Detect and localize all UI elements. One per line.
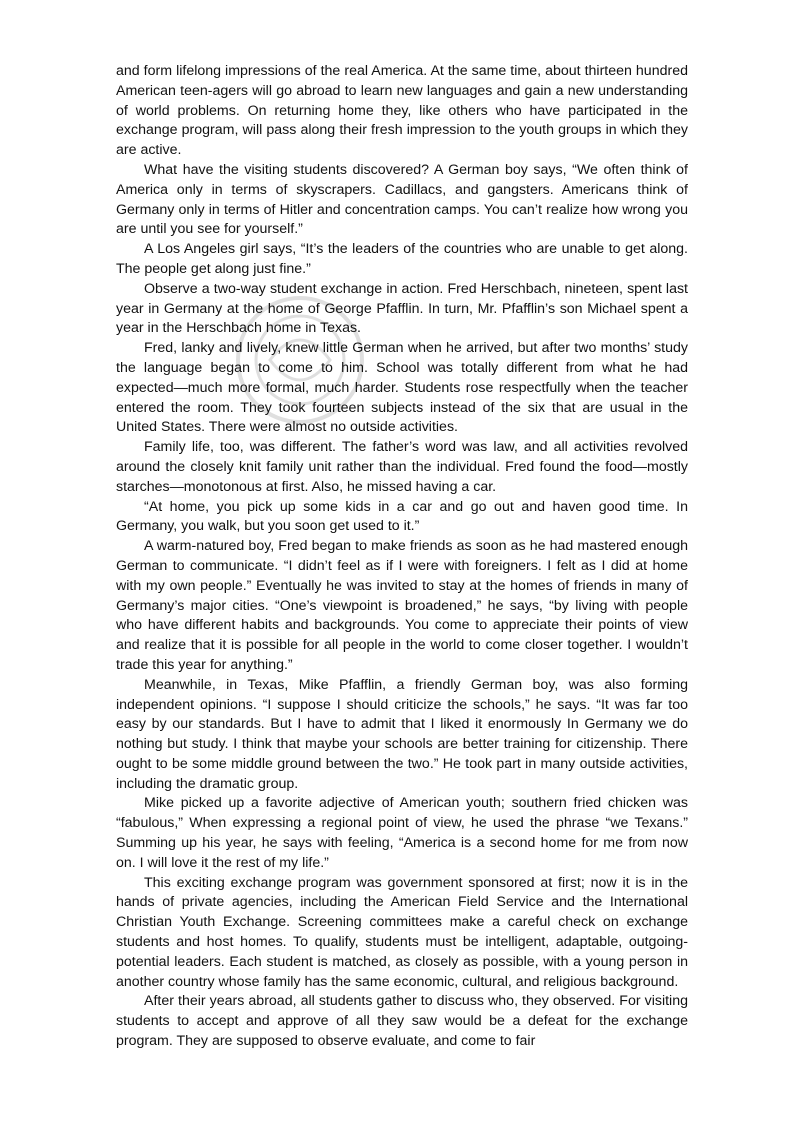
document-body <box>116 62 688 1052</box>
paragraph-9: Meanwhile, in Texas, Mike Pfafflin, a friendly German boy, was also forming independent opinions. “I suppose I should criticize the schools,” he says. “It was far too easy by our standards. But I have to admit that I liked it enormously In Germany we do nothing but study. I think that maybe your schools are better training for citizenship. There ought to be some middle ground between the two.” He took part in many outside activities, including the dramatic group. <box>116 676 688 792</box>
paragraph-12: After their years abroad, all students gather to discuss who, they observed. For visiting students to accept and approve of all they saw would be a defeat for the exchange program. They are supposed to observe evaluate, and come to fair <box>116 993 688 1050</box>
paragraph-6: Family life, too, was different. The father’s word was law, and all activities revolved around the closely knit family unit rather than the individual. Fred found the food—mostly starches—monotonous at first. Also, he missed having a car. <box>116 439 688 495</box>
paragraph-10: Mike picked up a favorite adjective of American youth; southern fried chicken was “fabulous,” When expressing a regional point of view, he used the phrase “we Texans.” Summing up his year, he says with feeling, “America is a second home for me from now on. I will love it the rest of my life.” <box>116 795 688 871</box>
paragraph-7: “At home, you pick up some kids in a car and go out and haven good time. In Germany, you walk, but you soon get used to it.” <box>116 498 688 535</box>
paragraph-5: Fred, lanky and lively, knew little German when he arrived, but after two months’ study the language began to come to him. School was totally different from what he had expected—much more formal, much harder. Students rose respectfully when the teacher entered the room. They took fourteen subjects instead of the six that are usual in the United States. There were almost no outside activities. <box>116 340 688 436</box>
paragraph-2: What have the visiting students discovered? A German boy says, “We often think of America only in terms of skyscrapers. Cadillacs, and gangsters. Americans think of Germany only in terms of Hitler and concentration camps. You can’t realize how wrong you are until you see for yourself.” <box>116 161 688 238</box>
paragraph-3: A Los Angeles girl says, “It’s the leaders of the countries who are unable to get along. The people get along just fine.” <box>116 241 688 277</box>
paragraph-8: A warm-natured boy, Fred began to make friends as soon as he had mastered enough German to communicate. “I didn’t feel as if I were with foreigners. I felt as I did at home with my own people.” Eventually he was invited to stay at the homes of friends in many of Germany’s major cities. “One’s viewpoint is broadened,” he says, “by living with people who have different habits and backgrounds. You come to appreciate their points of view and realize that it is possible for all people in the world to come closer together. I wouldn’t trade this year for anything.” <box>116 538 688 673</box>
paragraph-4: Observe a two-way student exchange in action. Fred Herschbach, nineteen, spent last year in Germany at the home of George Pfafflin. In turn, Mr. Pfafflin’s son Michael spent a year in the Herschbach home in Texas. <box>116 280 688 337</box>
paragraph-11: This exciting exchange program was government sponsored at first; now it is in the hands of private agencies, including the American Field Service and the International Christian Youth Exchange. Screening committees make a careful check on exchange students and host homes. To qualify, students must be intelligent, adaptable, outgoing-potential leaders. Each student is matched, as closely as possible, with a young person in another country whose family has the same economic, cultural, and religious background. <box>116 874 688 990</box>
paragraph-1: and form lifelong impressions of the real America. At the same time, about thirteen hundred American teen-agers will go abroad to learn new languages and gain a new understanding of world problems. On returning home they, like others who have participated in the exchange program, will pass along their fresh impression to the youth groups in which they are active. <box>116 63 688 159</box>
